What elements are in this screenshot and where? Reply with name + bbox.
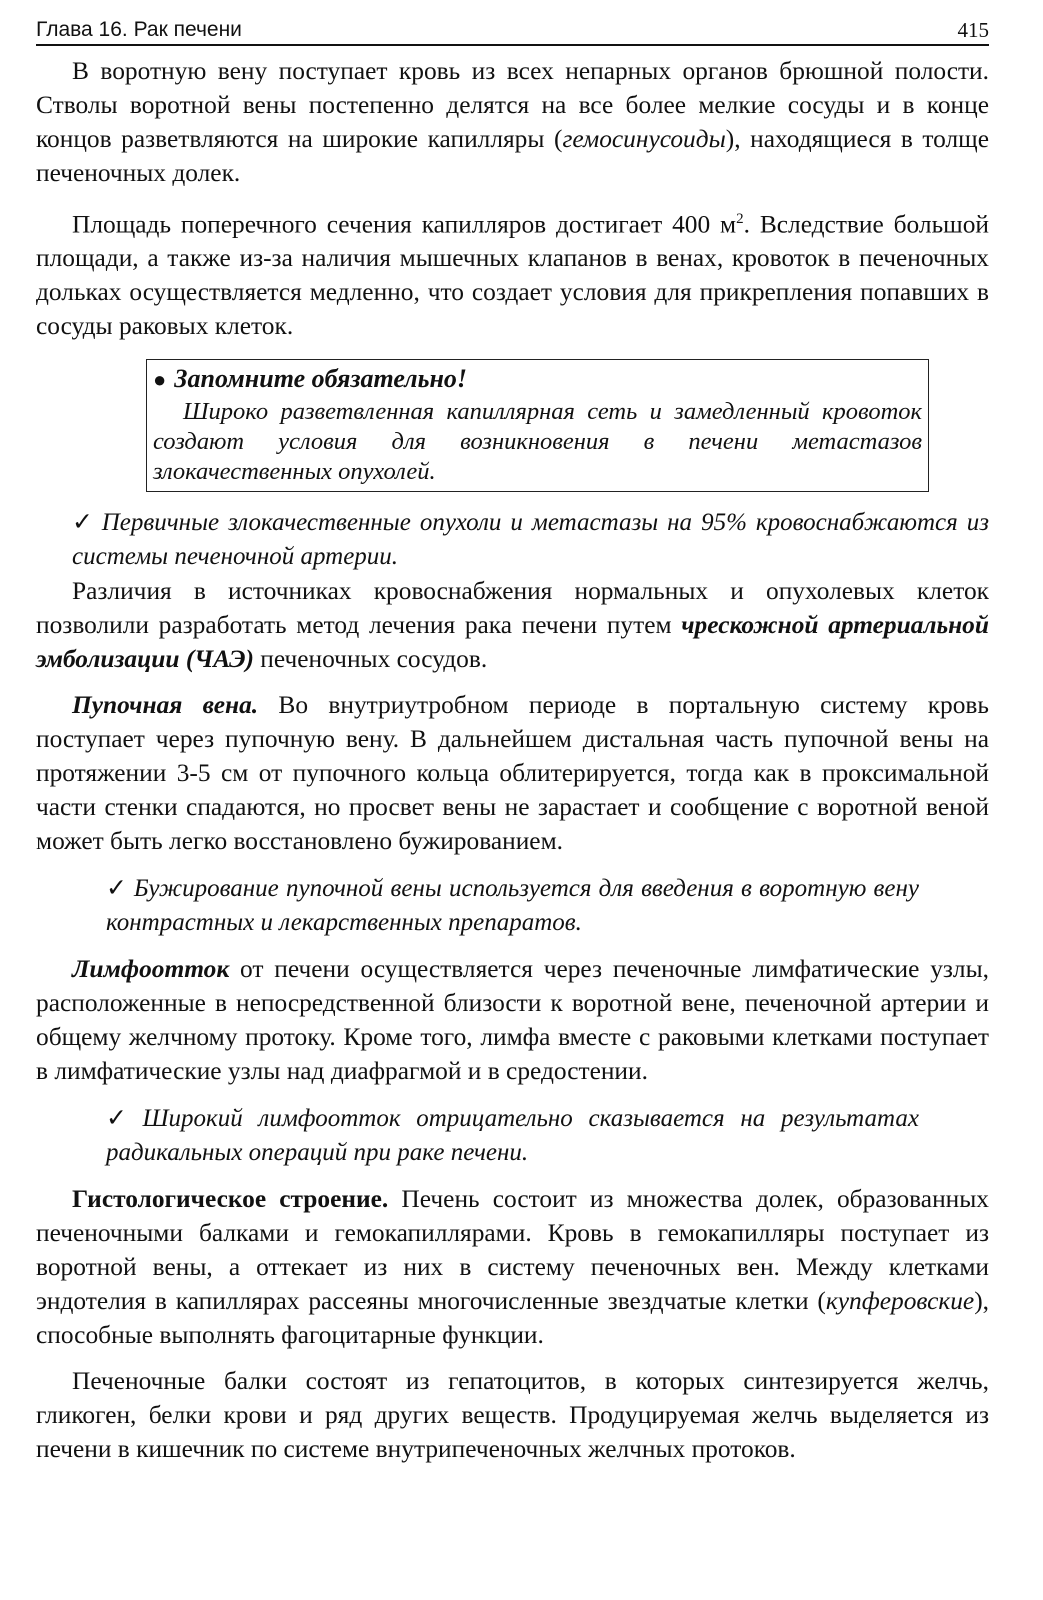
check-icon: ✓ (106, 875, 128, 903)
check-icon: ✓ (72, 509, 96, 537)
note-lymph: ✓ Широкий лимфоотток отрицательно сказывается на результатах радикальных операций при раке печени. (106, 1105, 919, 1167)
paragraph-embolization: Различия в источниках кровоснабжения нормальных и опухолевых клеток позволили разработать метод лечения рака печени путем чрескожной артериальной эмболизации (ЧАЭ) печеночных сосудов. (36, 577, 989, 674)
paragraph-umbilical-vein: Пупочная вена. Во внутриутробном периоде в портальную систему кровь поступает через пупочную вену. В дальнейшем дистальная часть пупочной вены на протяжении 3-5 см от пупочного кольца облитерируется, тогда как в проксимальной части стенки спадаются, но просвет вены не зарастает и сообщение с воротной веной может быть легко восстановлено бужированием. (36, 691, 989, 856)
paragraph-portal-vein: В воротную вену поступает кровь из всех непарных органов брюшной полости. Стволы воротной вены постепенно делятся на все более мелкие сосуды и в конце концов разветвляются на широкие капилляры (гемосинусоиды), находящиеся в толще печеночных долек. (36, 57, 990, 187)
note-bougienage: ✓ Бужирование пупочной вены используется для введения в воротную вену контрастных и лекарственных препаратов. (106, 875, 919, 937)
paragraph-lymph-outflow: Лимфоотток от печени осуществляется через печеночные лимфатические узлы, расположенные в непосредственной близости к воротной вене, печеночной артерии и общему желчному протоку. Кроме того, лимфа вместе с раковыми клетками поступает в лимфатические узлы над диафрагмой и в средостении. (36, 955, 989, 1086)
chapter-title: Глава 16. Рак печени (36, 18, 242, 41)
check-icon: ✓ (106, 1105, 137, 1133)
bullet-icon: ● (153, 367, 167, 393)
remember-title: ● Запомните обязательно! (153, 364, 468, 394)
remember-box (146, 359, 929, 492)
page-body (36, 54, 989, 1466)
remember-text: Широко разветвленная капиллярная сеть и замедленный кровоток создают условия для возникновения в печени метастазов злокачественных опухолей. (153, 398, 922, 486)
note-blood-supply: ✓ Первичные злокачественные опухоли и метастазы на 95% кровоснабжаются из системы печеночной артерии. (72, 509, 989, 571)
running-header (36, 14, 989, 46)
page-number: 415 (957, 18, 989, 42)
paragraph-hepatocytes: Печеночные балки состоят из гепатоцитов, в которых синтезируется желчь, гликоген, белки крови и ряд других веществ. Продуцируемая желчь выделяется из печени в кишечник по системе внутрипеченочных желчных протоков. (36, 1367, 989, 1464)
paragraph-capillary-area: Площадь поперечного сечения капилляров достигает 400 $м^2$. Вследствие большой площади, а также из-за наличия мышечных клапанов в венах, кровоток в печеночных дольках осуществляется медленно, что создает условия для прикрепления попавших в сосуды раковых клеток. (36, 210, 989, 341)
paragraph-histology: Гистологическое строение. Печень состоит из множества долек, образованных печеночными балками и гемокапиллярами. Кровь в гемокапилляры поступает из воротной вены, а оттекает из них в систему печеночных вен. Между клетками эндотелия в капиллярах рассеяны многочисленные звездчатые клетки (купферовские), способные выполнять фагоцитарные функции. (36, 1185, 989, 1350)
